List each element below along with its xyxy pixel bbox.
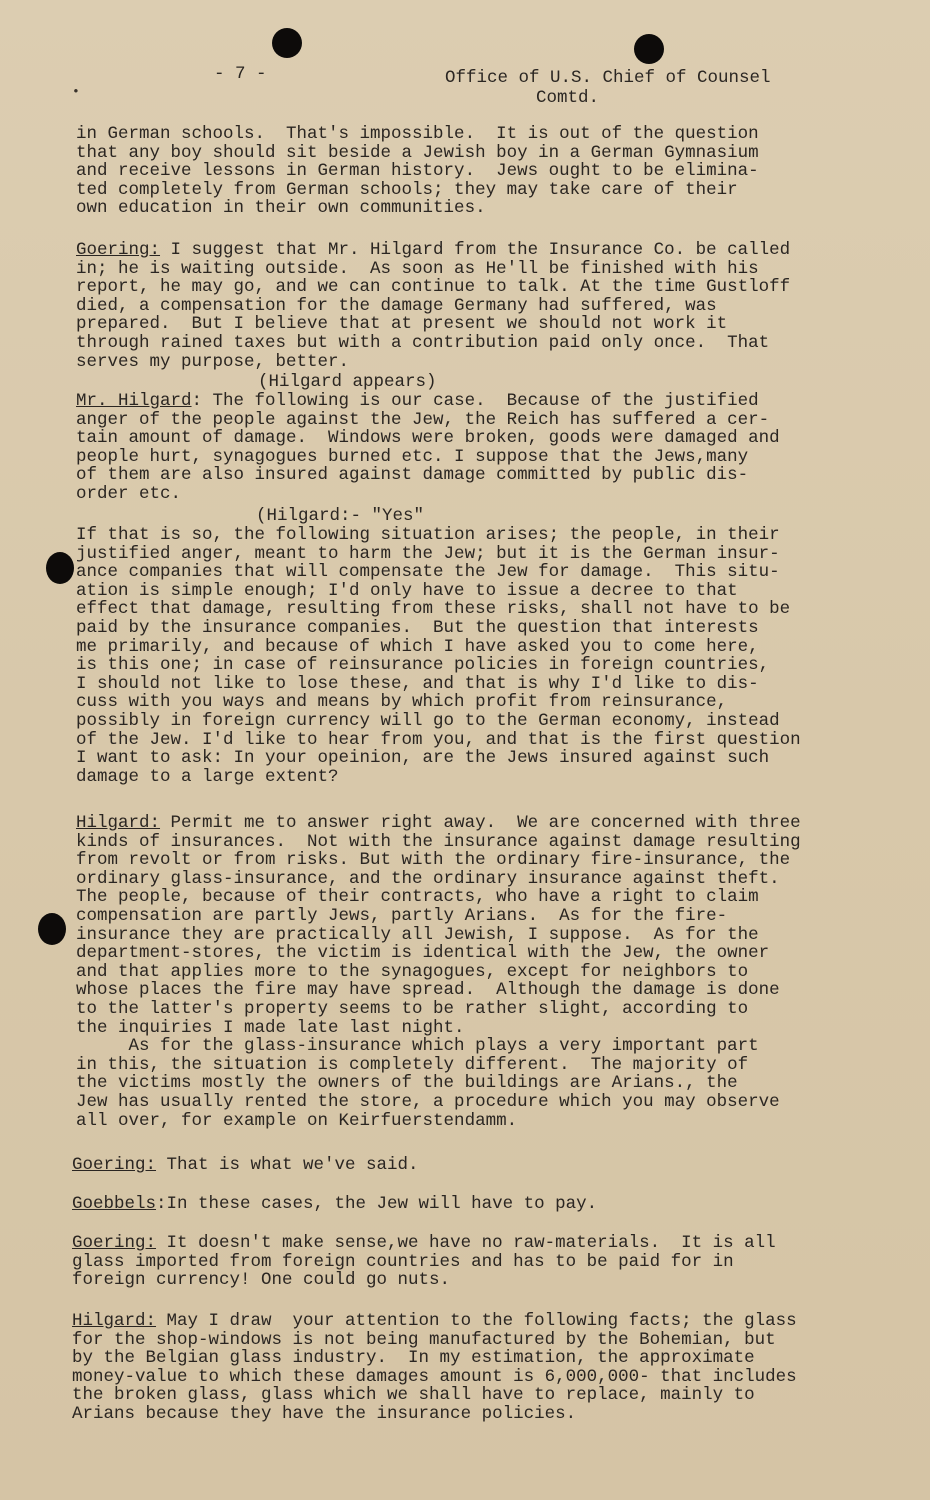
goering-statement-3: [72, 1156, 872, 1175]
text-line: glass imported from foreign countries and has to be paid for in: [72, 1251, 734, 1272]
text-line: kinds of insurances. Not with the insurance against damage resulting: [76, 831, 801, 852]
text-line: Arians because they have the insurance policies.: [72, 1403, 577, 1424]
goebbels-statement: [72, 1195, 872, 1214]
text-line: : The following is our case. Because of the justified: [191, 391, 759, 411]
text-line: justified anger, meant to harm the Jew; but it is the German insur-: [76, 543, 780, 564]
continued-label: Comtd.: [536, 88, 600, 108]
hilgard-statement-3: [72, 1312, 872, 1424]
text-line: If that is so, the following situation arises; the people, in their: [76, 525, 780, 545]
punch-hole-top-right: [634, 34, 664, 64]
text-line: Permit me to answer right away. We are concerned with three: [160, 813, 801, 833]
text-line: me primarily, and because of which I have asked you to come here,: [76, 636, 759, 657]
speaker-label: Goering:: [76, 240, 161, 260]
goering-statement-1: [76, 241, 876, 371]
speaker-label: Goebbels: [72, 1194, 157, 1214]
text-line: the victims mostly the owners of the buildings are Arians., the: [76, 1073, 738, 1094]
text-line: Jew has usually rented the store, a procedure which you may observe: [76, 1091, 780, 1112]
text-line: foreign currency! One could go nuts.: [72, 1270, 451, 1291]
text-line: As for the glass-insurance which plays a very important part: [76, 1036, 759, 1057]
text-line: paid by the insurance companies. But the question that interests: [76, 617, 759, 638]
text-line: department-stores, the victim is identical with the Jew, the owner: [76, 943, 770, 964]
text-line: and receive lessons in German history. Jews ought to be elimina-: [76, 161, 759, 182]
text-line: tain amount of damage. Windows were broken, goods were damaged and: [76, 428, 780, 449]
text-line: the broken glass, glass which we shall have to replace, mainly to: [72, 1385, 755, 1406]
goering-statement-2: [76, 526, 876, 786]
text-line: through rained taxes but with a contribution paid only once. That: [76, 332, 770, 353]
text-line: I want to ask: In your opeinion, are the Jews insured against such: [76, 748, 770, 769]
text-line: ordinary glass-insurance, and the ordinary insurance against theft.: [76, 868, 780, 889]
paragraph-opening: [76, 125, 876, 218]
punch-hole-top-left: [272, 28, 302, 58]
text-line: from revolt or from risks. But with the ordinary fire-insurance, the: [76, 850, 791, 871]
hilgard-statement-2: [76, 814, 876, 1130]
text-line: ted completely from German schools; they may take care of their: [76, 179, 738, 200]
speaker-label: Hilgard:: [76, 813, 161, 833]
text-line: It doesn't make sense,we have no raw-materials. It is all: [156, 1233, 776, 1253]
speaker-label: Goering:: [72, 1155, 157, 1175]
text-line: by the Belgian glass industry. In my estimation, the approximate: [72, 1348, 755, 1369]
punch-hole-left-upper: [46, 552, 74, 584]
text-line: compensation are partly Jews, partly Arians. As for the fire-: [76, 905, 728, 926]
text-line: :In these cases, the Jew will have to pay.: [156, 1194, 598, 1214]
text-line: possibly in foreign currency will go to the German economy, instead: [76, 710, 780, 731]
text-line: money-value to which these damages amount is 6,000,000- that includes: [72, 1366, 797, 1387]
text-line: people hurt, synagogues burned etc. I suppose that the Jews,many: [76, 446, 749, 467]
text-line: in; he is waiting outside. As soon as He'll be finished with his: [76, 258, 759, 279]
text-line: of them are also insured against damage committed by public dis-: [76, 465, 749, 486]
text-line: the inquiries I made late last night.: [76, 1017, 465, 1038]
text-line: of the Jew. I'd like to hear from you, and that is the first question: [76, 729, 801, 750]
text-line: that any boy should sit beside a Jewish boy in a German Gymnasium: [76, 142, 759, 163]
goering-statement-4: [72, 1234, 872, 1290]
text-line: in German schools. That's impossible. It is out of the question: [76, 124, 759, 144]
text-line: to the latter's property seems to be rather slight, according to: [76, 998, 749, 1019]
speaker-label: Mr. Hilgard: [76, 391, 192, 411]
text-line: That is what we've said.: [156, 1155, 419, 1175]
text-line: damage to a large extent?: [76, 766, 339, 787]
text-line: and that applies more to the synagogues, except for neighbors to: [76, 961, 749, 982]
text-line: report, he may go, and we can continue to talk. At the time Gustloff: [76, 277, 791, 298]
margin-mark: •: [72, 84, 80, 99]
text-line: The people, because of their contracts, who have a right to claim: [76, 887, 759, 908]
text-line: effect that damage, resulting from these risks, shall not have to be: [76, 599, 791, 620]
page-number: - 7 -: [214, 64, 267, 84]
stage-direction: (Hilgard:- "Yes": [256, 506, 425, 526]
speaker-label: Hilgard:: [72, 1311, 157, 1331]
text-line: own education in their own communities.: [76, 198, 486, 219]
stage-direction: (Hilgard appears): [258, 372, 437, 392]
text-line: is this one; in case of reinsurance policies in foreign countries,: [76, 655, 770, 676]
text-line: whose places the fire may have spread. Although the damage is done: [76, 980, 780, 1001]
text-line: serves my purpose, better.: [76, 351, 350, 372]
text-line: died, a compensation for the damage Germany had suffered, was: [76, 295, 717, 316]
text-line: in this, the situation is completely different. The majority of: [76, 1054, 749, 1075]
text-line: ation is simple enough; I'd only have to issue a decree to that: [76, 580, 738, 601]
text-line: anger of the people against the Jew, the Reich has suffered a cer-: [76, 409, 770, 430]
speaker-label: Goering:: [72, 1233, 157, 1253]
punch-hole-left-lower: [38, 913, 66, 945]
text-line: for the shop-windows is not being manufactured by the Bohemian, but: [72, 1329, 776, 1350]
hilgard-statement-1: [76, 392, 876, 504]
office-heading: Office of U.S. Chief of Counsel: [445, 68, 771, 88]
text-line: all over, for example on Keirfuerstendamm.: [76, 1110, 518, 1131]
text-line: ance companies that will compensate the Jew for damage. This situ-: [76, 562, 780, 583]
text-line: prepared. But I believe that at present we should not work it: [76, 314, 728, 335]
text-line: May I draw your attention to the following facts; the glass: [156, 1311, 797, 1331]
text-line: order etc.: [76, 483, 182, 504]
text-line: I suggest that Mr. Hilgard from the Insurance Co. be called: [160, 240, 791, 260]
text-line: cuss with you ways and means by which profit from reinsurance,: [76, 692, 728, 713]
text-line: insurance they are practically all Jewish, I suppose. As for the: [76, 924, 759, 945]
text-line: I should not like to lose these, and that is why I'd like to dis-: [76, 673, 759, 694]
